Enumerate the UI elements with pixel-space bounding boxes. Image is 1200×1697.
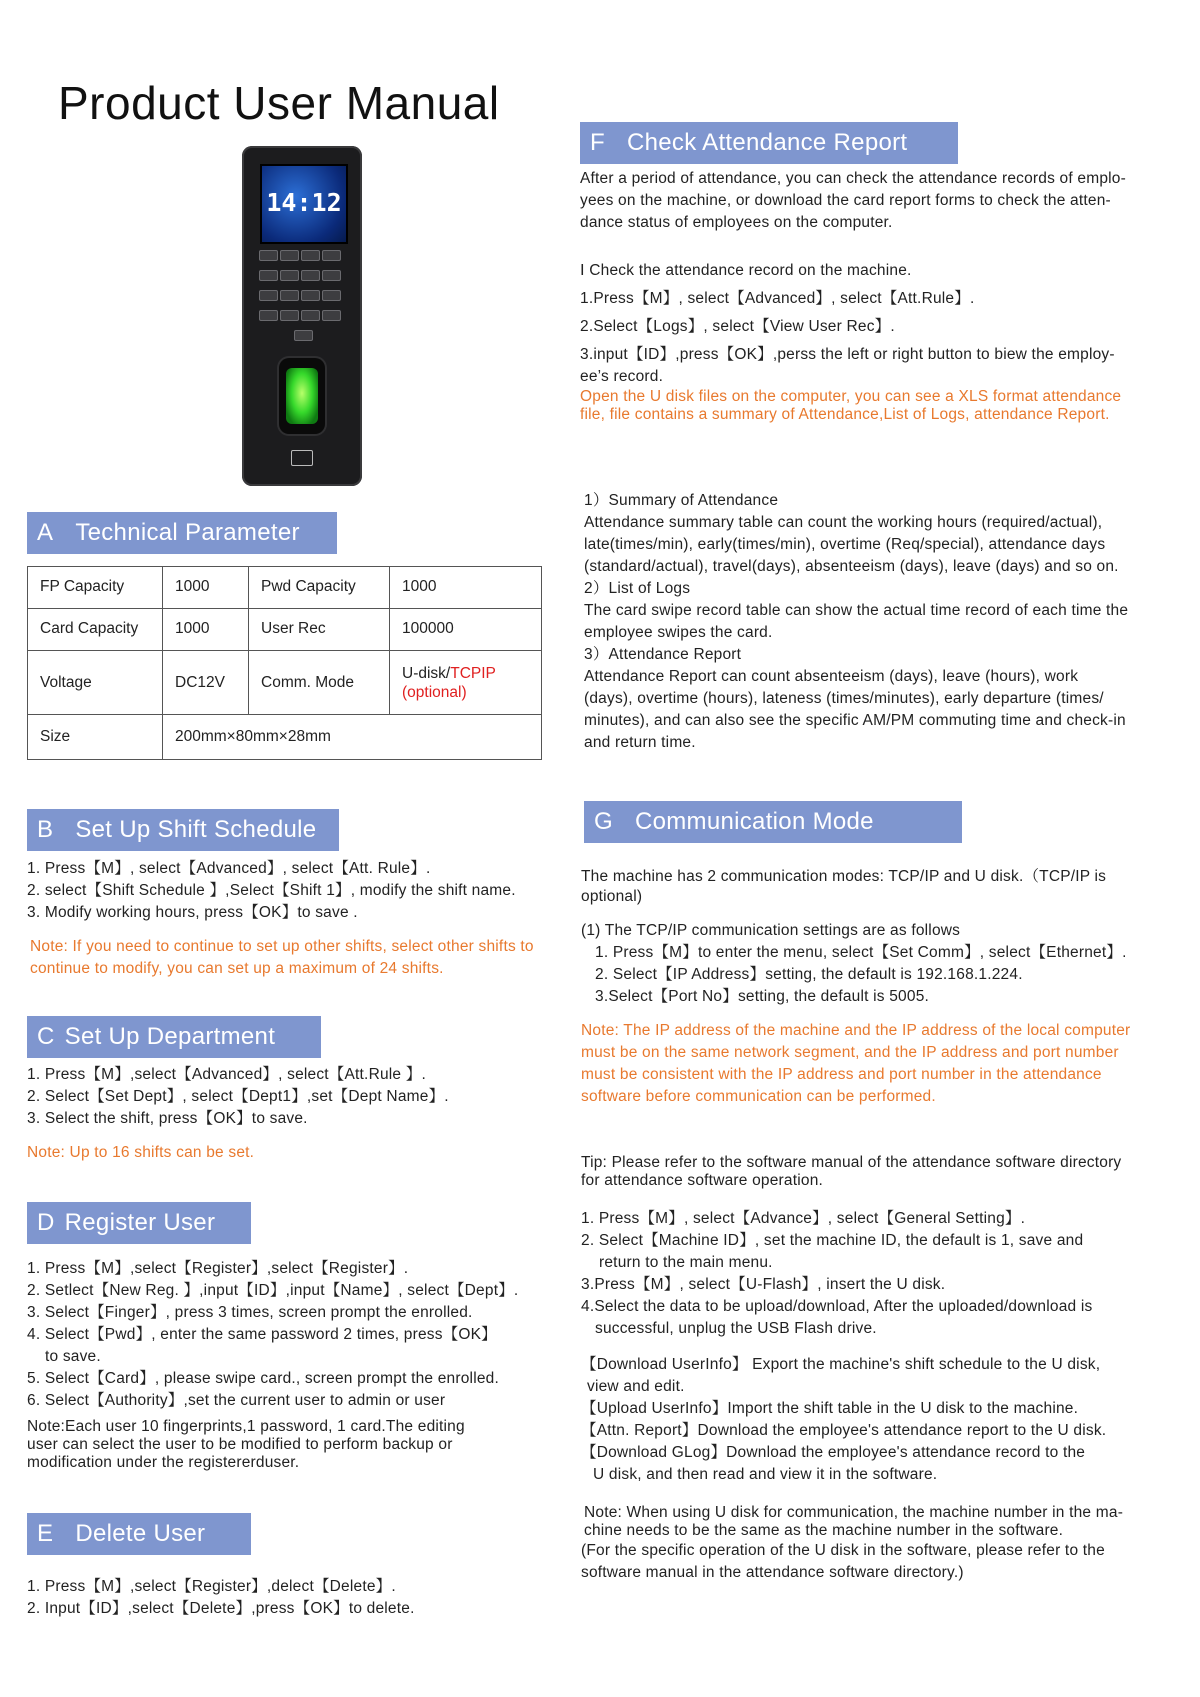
device-keypad (258, 250, 348, 350)
table-row: Card Capacity 1000 User Rec 100000 (28, 608, 542, 651)
section-f-report-types: 1）Summary of Attendance Attendance summary table can count the working hours (required/actual), late(times/min), early(times/min), overtime (Req/special), attendance days (standard/actual), travel(days), absenteeism (days), leave (days) and so on. 2）List of Logs The card swipe record table can show the actual time record of each time the employee swipes the card. 3）Attendance Report Attendance Report can count absenteeism (days), leave (hours), work (days), overtime (hours), lateness (times/minutes), early departure (times/ minutes), and can also see the specific AM/PM commuting time and check-in and return time. (584, 492, 1129, 751)
device-screen (260, 164, 348, 244)
table-row: Size 200mm×80mm×28mm (28, 715, 542, 760)
section-g-header: G Communication Mode (584, 801, 962, 843)
card-reader-icon (291, 450, 313, 466)
page-title: Product User Manual (58, 77, 500, 129)
section-a-header: A Technical Parameter (27, 512, 337, 554)
section-e-text: 1. Press【M】,select【Register】,delect【Delete】. 2. Input【ID】,select【Delete】,press【OK】to delete. (27, 1578, 415, 1617)
fingerprint-terminal-image (242, 146, 362, 486)
section-e-header: E Delete User (27, 1513, 251, 1555)
table-row: Voltage DC12V Comm. Mode U-disk/TCPIP (optional) (28, 651, 542, 715)
section-f-text: After a period of attendance, you can check the attendance records of emplo- yees on the machine, or download the card report forms to check the atten- dance status of employees on the computer. Ⅰ Check the attendance record on the machine. 1.Press【M】, select【Advanced】, select【Att.Rule】. 2.Select【Logs】, select【View User Rec】. 3.input【ID】,press【OK】,perss the left or right button to biew the employ- ee’s record. Open the U disk files on the computer, you can see a XLS format attendance file, file contains a summary of Attendance,List of Logs, attendance Report. (580, 170, 1126, 423)
device-clock: 14:12 (266, 188, 342, 217)
technical-parameter-table (27, 566, 542, 760)
section-b-header: B Set Up Shift Schedule (27, 809, 339, 851)
section-c-header: C Set Up Department (27, 1016, 321, 1058)
section-d-header: D Register User (27, 1202, 251, 1244)
fingerprint-sensor-icon (279, 358, 325, 434)
section-b-text: 1. Press【M】, select【Advanced】, select【Att. Rule】. 2. select【Shift Schedule 】,Select【Shift 1】, modify the shift name. 3. Modify working hours, press【OK】to save . Note: If you need to continue to set up other shifts, select other shifts to continue to modify, you can set up a maximum of 24 shifts. (27, 860, 534, 977)
section-f-header: F Check Attendance Report (580, 122, 958, 164)
section-c-text: 1. Press【M】,select【Advanced】, select【Att.Rule 】. 2. Select【Set Dept】, select【Dept1】,set【Dept Name】. 3. Select the shift, press【OK】to save. Note: Up to 16 shifts can be set. (27, 1066, 449, 1161)
section-g-text: The machine has 2 communication modes: TCP/IP and U disk.（TCP/IP is optional) (1) The TCP/IP communication settings are as follows 1. Press【M】to enter the menu, select【Set Comm】, select【Ethernet】. 2. Select【IP Address】setting, the default is 192.168.1.224. 3.Select【Port No】setting, the default is 5005. Note: The IP address of the machine and the IP address of the local computer must be on the same network segment, and the IP address and port number must be consistent with the IP address and port number in the attendance software before communication can be performed. Tip: Please refer to the software manual of the attendance software directory for attendance software operation. 1. Press【M】, select【Advance】, select【General Setting】. 2. Select【Machine ID】, set the machine ID, the default is 1, save and return to the main menu. 3.Press【M】, select【U-Flash】, insert the U disk. 4.Select the data to be upload/download, After the uploaded/download is successful, unplug the USB Flash drive. 【Download UserInfo】 Export the machine's shift schedule to the U disk, view and edit. 【Upload UserInfo】Import the shift table in the U disk to the machine. 【Attn. Report】Download the employee's attendance report to the U disk. 【Download GLog】Download the employee's attendance record to the U disk, and then read and view it in the software. Note: When using U disk for communication, the machine number in the ma- chine needs to be the same as the machine number in the software. (For the specific operation of the U disk in the software, please refer to the software manual in the attendance software directory.) (581, 868, 1131, 1581)
section-d-text: 1. Press【M】,select【Register】,select【Register】. 2. Setlect【New Reg. 】,input【ID】,input【Name】, select【Dept】. 3. Select【Finger】, press 3 times, screen prompt the enrolled. 4. Select【Pwd】, enter the same password 2 times, press【OK】 to save. 5. Select【Card】, please swipe card., screen prompt the enrolled. 6. Select【Authority】,set the current user to admin or user Note:Each user 10 fingerprints,1 password, 1 card.The editing user can select the user to be modified to perform backup or modification under the registererduser. (27, 1260, 519, 1471)
table-row: FP Capacity 1000 Pwd Capacity 1000 (28, 567, 542, 609)
